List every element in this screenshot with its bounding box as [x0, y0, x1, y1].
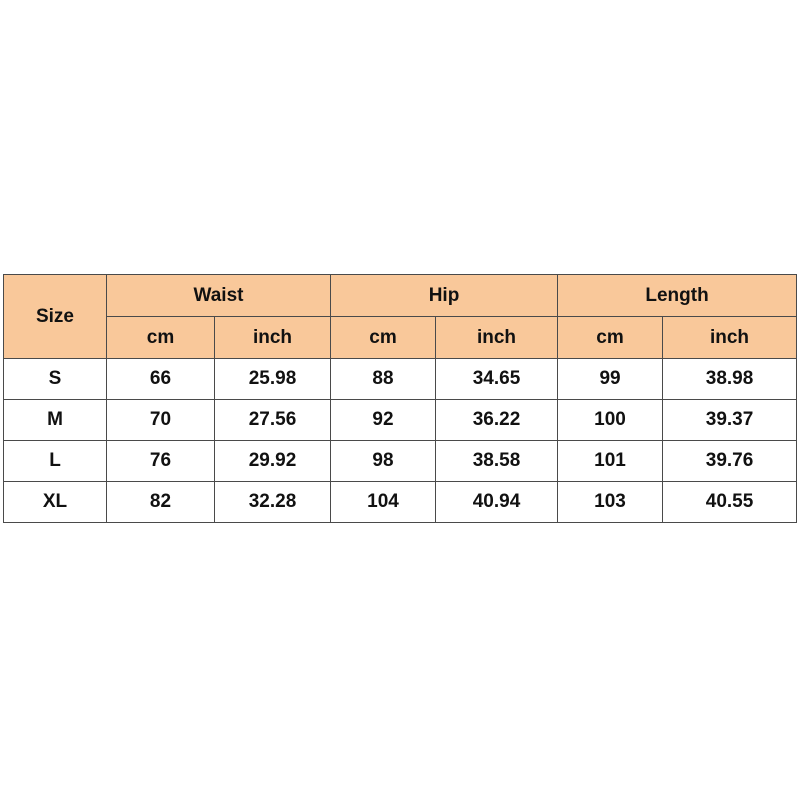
value-cell: 82	[107, 482, 215, 523]
value-cell: 92	[331, 400, 436, 441]
value-cell: 76	[107, 441, 215, 482]
header-row-units	[4, 317, 797, 359]
size-cell: XL	[4, 482, 107, 523]
unit-header: cm	[107, 317, 215, 359]
value-cell: 34.65	[436, 359, 558, 400]
size-cell: S	[4, 359, 107, 400]
size-header: Size	[4, 275, 107, 359]
value-cell: 25.98	[215, 359, 331, 400]
value-cell: 40.94	[436, 482, 558, 523]
value-cell: 98	[331, 441, 436, 482]
value-cell: 103	[558, 482, 663, 523]
value-cell: 36.22	[436, 400, 558, 441]
size-chart-table	[3, 274, 797, 523]
table-row	[4, 359, 797, 400]
size-cell: M	[4, 400, 107, 441]
waist-header: Waist	[107, 275, 331, 317]
value-cell: 38.58	[436, 441, 558, 482]
unit-header: cm	[558, 317, 663, 359]
value-cell: 101	[558, 441, 663, 482]
unit-header: inch	[436, 317, 558, 359]
unit-header: cm	[331, 317, 436, 359]
value-cell: 88	[331, 359, 436, 400]
value-cell: 100	[558, 400, 663, 441]
value-cell: 27.56	[215, 400, 331, 441]
header-row-groups	[4, 275, 797, 317]
value-cell: 104	[331, 482, 436, 523]
table-row	[4, 441, 797, 482]
value-cell: 29.92	[215, 441, 331, 482]
value-cell: 40.55	[663, 482, 797, 523]
unit-header: inch	[215, 317, 331, 359]
table-row	[4, 482, 797, 523]
value-cell: 32.28	[215, 482, 331, 523]
length-header: Length	[558, 275, 797, 317]
value-cell: 66	[107, 359, 215, 400]
value-cell: 70	[107, 400, 215, 441]
value-cell: 39.37	[663, 400, 797, 441]
size-cell: L	[4, 441, 107, 482]
value-cell: 99	[558, 359, 663, 400]
unit-header: inch	[663, 317, 797, 359]
table-row	[4, 400, 797, 441]
value-cell: 38.98	[663, 359, 797, 400]
value-cell: 39.76	[663, 441, 797, 482]
hip-header: Hip	[331, 275, 558, 317]
